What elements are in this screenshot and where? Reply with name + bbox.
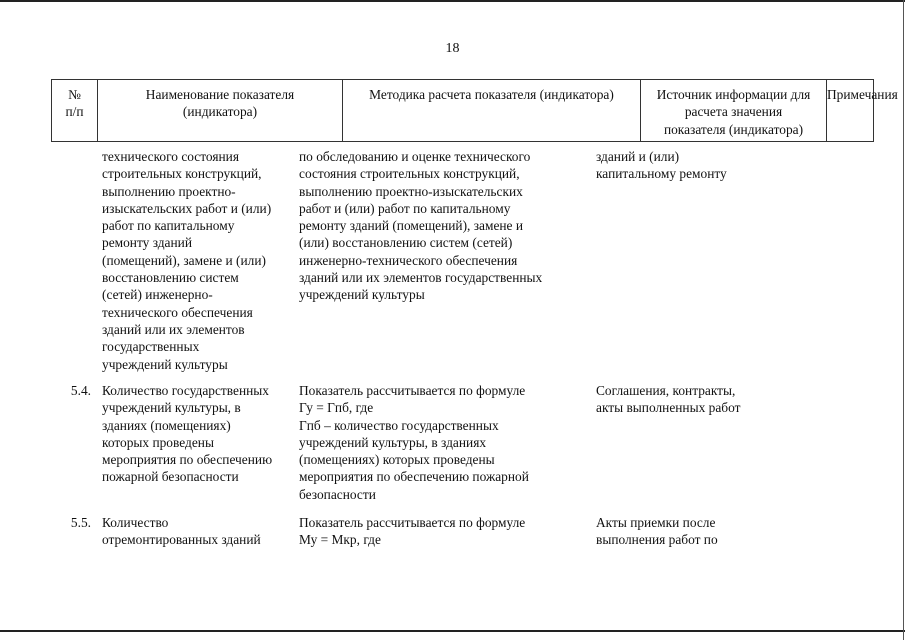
row-calculation-method: по обследованию и оценке технического состояния строительных конструкций, выполнению проектно-изыскательских работ и (или) работ по капитальному ремонту зданий (помещений), замене и (или) восстановлению систем (сетей) инженерно-технического обеспечения зданий или их элементов государственных учреждений культуры — [299, 149, 543, 303]
header-cell-notes: Примечания — [826, 80, 874, 141]
row-number: 5.4. — [70, 383, 91, 398]
row-indicator-name: Количество государственных учреждений культуры, в зданиях (помещениях) которых проведены мероприятия по обеспечению пожарной безопасности — [102, 383, 273, 485]
table-header-row — [51, 79, 898, 142]
row-indicator-name: технического состояния строительных конструкций, выполнению проектно- изыскательских работ и (или) работ по капитальному ремонту зданий (помещений), замене и (или) восстановлению систем (сетей) инженерно- технического обеспечения зданий или их элементов государственных учреждений культуры — [102, 149, 272, 372]
page-top-rule — [0, 0, 905, 2]
page-bottom-rule — [0, 630, 905, 632]
row-indicator-name: Количество отремонтированных зданий — [102, 515, 261, 548]
page-right-edge — [903, 0, 904, 640]
row-calculation-method: Показатель рассчитывается по формуле Му = Мкр, где — [299, 515, 526, 548]
row-information-source: зданий и (или) капитальному ремонту — [596, 149, 727, 182]
row-number: 5.5. — [70, 515, 91, 530]
header-cell-information-source: Источник информации для расчета значения показателя (индикатора) — [640, 80, 826, 141]
row-information-source: Соглашения, контракты, акты выполненных работ — [596, 383, 741, 416]
row-calculation-method: Показатель рассчитывается по формуле Гу = Гпб, где Гпб – количество государственных учреждений культуры, в зданиях (помещениях) которых проведены мероприятия по обеспечению пожарной безопасности — [299, 383, 529, 502]
page-number: 18 — [445, 41, 460, 56]
header-cell-number: № п/п — [65, 87, 84, 120]
header-cell-calculation-method: Методика расчета показателя (индикатора) — [342, 80, 640, 141]
row-information-source: Акты приемки после выполнения работ по — [596, 515, 718, 548]
header-cell-indicator-name: Наименование показателя (индикатора) — [97, 80, 342, 141]
